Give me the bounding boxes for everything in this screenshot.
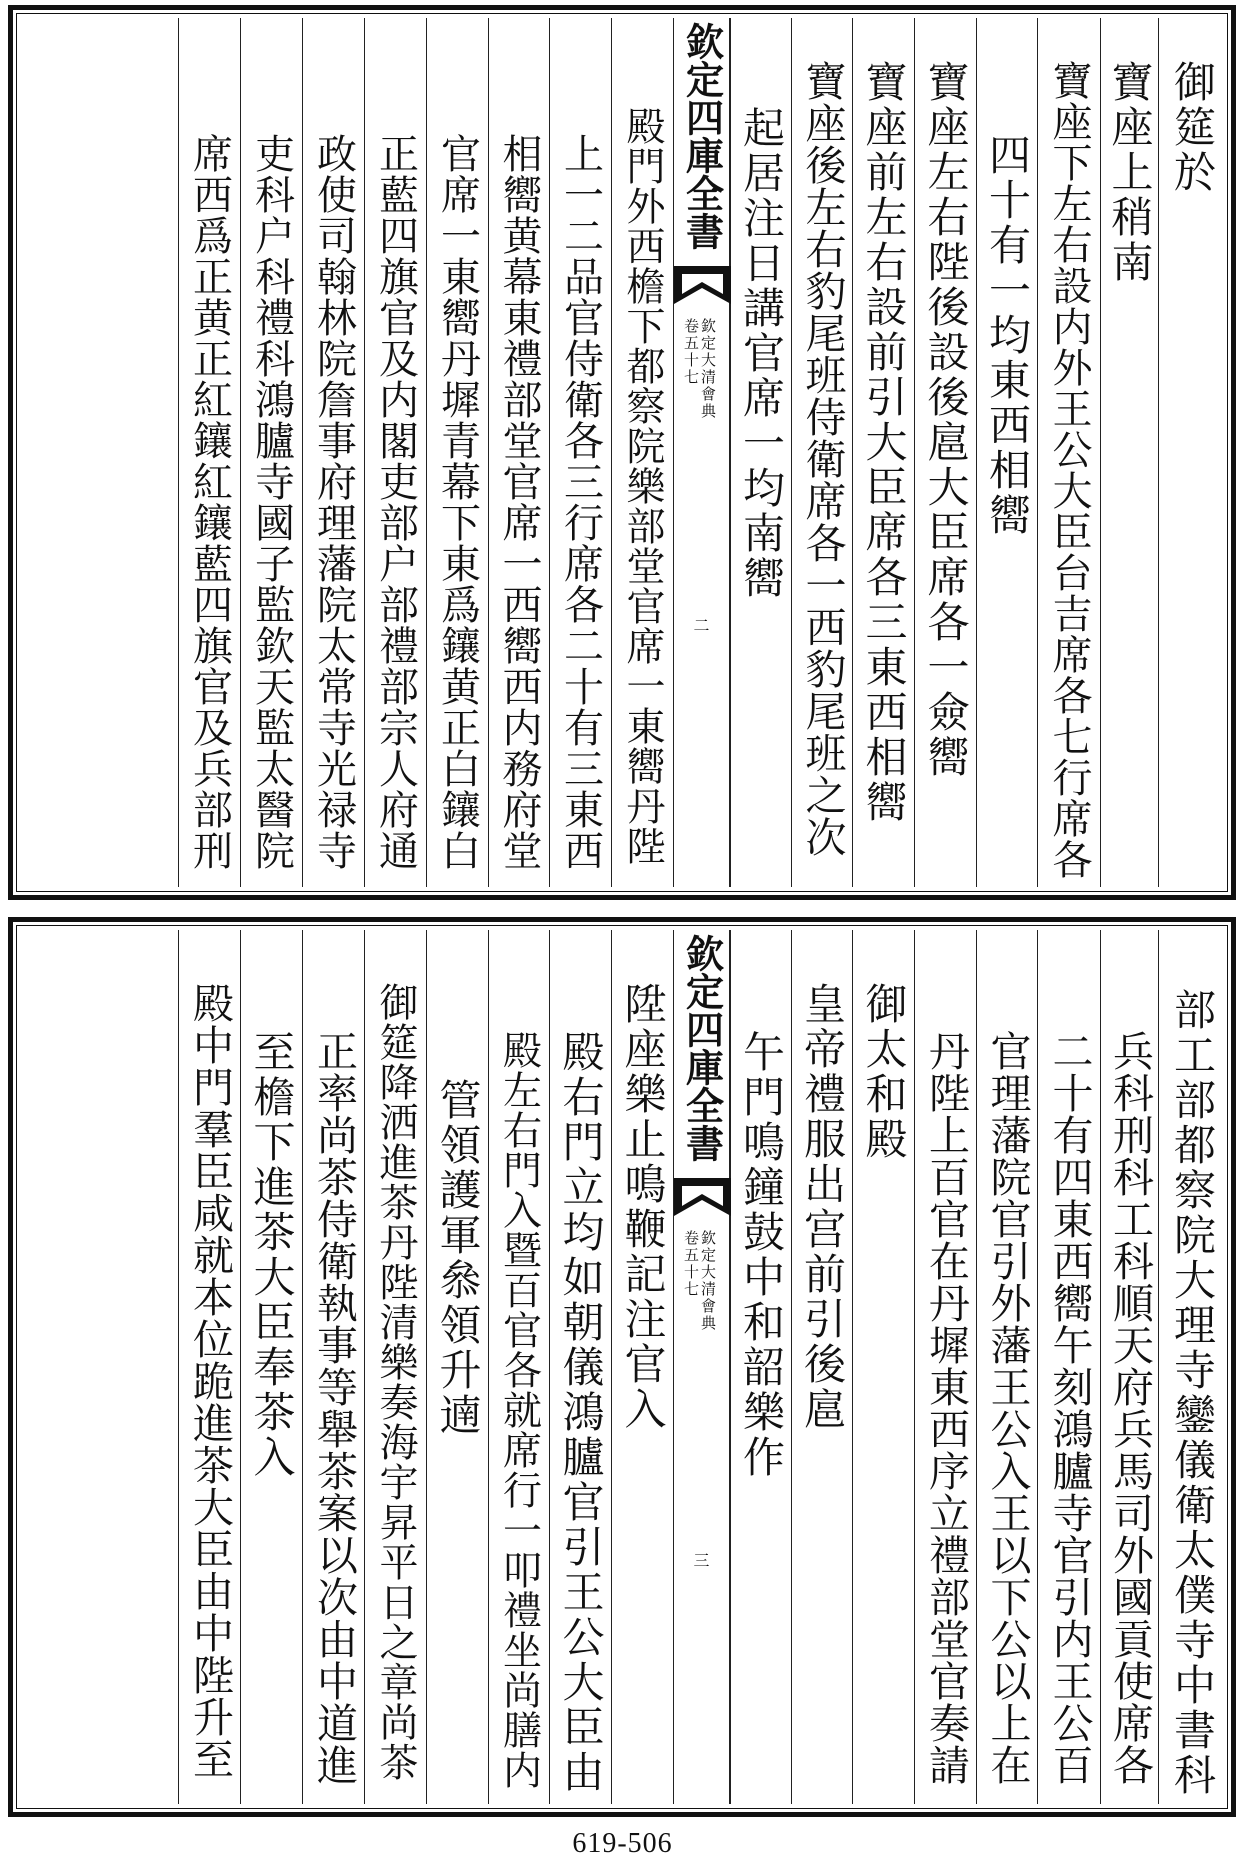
- text-column: [1100, 18, 1158, 887]
- center-page-number: 三: [693, 1551, 710, 1570]
- center-page-number: 二: [693, 616, 710, 635]
- column-text: 政使司翰林院詹事府理藩院太常寺光禄寺: [310, 133, 357, 871]
- column-text: 殿中門羣臣咸就本位跪進茶大臣由中陛升至: [186, 982, 234, 1780]
- column-text: 官席一東嚮丹墀青幕下東爲鑲黄正白鑲白: [434, 133, 481, 871]
- text-column: [364, 18, 426, 887]
- text-column: [488, 930, 549, 1804]
- page-footer-number: 619-506: [572, 1828, 673, 1859]
- top-page: [8, 5, 1236, 900]
- blank-column: [21, 930, 178, 1804]
- column-text: 寶座後左右豹尾班侍衛席各一西豹尾班之次: [798, 60, 847, 858]
- text-column: [730, 930, 791, 1804]
- center-book: 欽定大清會典: [699, 1230, 717, 1332]
- column-text: 吏科户科禮科鴻臚寺國子監欽天監太醫院: [248, 133, 295, 871]
- text-column: [549, 18, 611, 887]
- text-column: [364, 930, 426, 1804]
- text-column: [302, 930, 364, 1804]
- column-text: 殿門外西檐下都察院樂部堂官席一東嚮丹陛: [620, 106, 665, 866]
- column-text: 御筵於: [1168, 60, 1217, 195]
- text-column: [852, 18, 914, 887]
- bottom-page: [8, 917, 1236, 1817]
- fish-tail-mark-icon: [674, 1172, 731, 1222]
- column-text: 寶座前左右設前引大臣席各三東西相嚮: [859, 60, 909, 825]
- text-column: [791, 930, 852, 1804]
- column-text: 寶座下左右設内外王公大臣台吉席各七行席各: [1046, 60, 1092, 880]
- text-column: [730, 18, 791, 887]
- blank-column: [21, 18, 178, 887]
- center-book: 欽定大清會典: [699, 318, 717, 420]
- column-text: 兵科刑科工科順天府兵馬司外國貢使席各: [1106, 1030, 1154, 1786]
- text-column: [852, 930, 914, 1804]
- column-text: 管領護軍叅領升遖: [433, 1078, 483, 1438]
- column-text: 殿左右門入暨百官各就席行一叩禮坐尚膳内: [496, 1030, 542, 1790]
- column-text: 御太和殿: [859, 982, 909, 1162]
- column-text: 皇帝禮服出宫前引後扈: [798, 982, 847, 1432]
- fish-tail-mark-icon: [674, 260, 731, 310]
- text-column: [488, 18, 549, 887]
- column-text: 官理藩院官引外藩王公入王以下公以上在: [983, 1030, 1032, 1786]
- text-column: [549, 930, 611, 1804]
- column-text: 寶座上稍南: [1105, 60, 1155, 285]
- text-column: [240, 930, 302, 1804]
- text-column: [1100, 930, 1158, 1804]
- center-volume: 卷五十七: [682, 318, 700, 386]
- center-fold: [673, 930, 730, 1804]
- text-column: [1158, 930, 1225, 1804]
- column-text: 正率尚茶侍衛執事等舉茶案以次由中道進: [310, 1030, 358, 1786]
- column-text: 席西爲正黄正紅鑲紅鑲藍四旗官及兵部刑: [186, 133, 233, 871]
- text-column: [611, 18, 673, 887]
- text-column: [791, 18, 852, 887]
- text-column: [240, 18, 302, 887]
- text-column: [976, 930, 1037, 1804]
- center-fold: [673, 18, 730, 887]
- column-text: 殿右門立均如朝儀鴻臚官引王公大臣由: [556, 1030, 606, 1795]
- text-column: [914, 18, 976, 887]
- center-title: 欽定四庫全書: [679, 934, 725, 1162]
- text-column: [611, 930, 673, 1804]
- text-column: [426, 18, 488, 887]
- text-column: [1158, 18, 1225, 887]
- bottom-page-columns: [21, 930, 1223, 1804]
- text-column: [914, 930, 976, 1804]
- center-title: 欽定四庫全書: [679, 22, 725, 250]
- column-text: 午門鳴鐘鼓中和韶樂作: [737, 1030, 786, 1480]
- text-column: [302, 18, 364, 887]
- center-volume: 卷五十七: [682, 1230, 700, 1298]
- column-text: 寶座左右陛後設後扈大臣席各一僉嚮: [921, 60, 971, 780]
- column-text: 丹陛上百官在丹墀東西序立禮部堂官奏請: [922, 1030, 970, 1786]
- column-text: 陞座樂止鳴鞭記注官入: [618, 982, 668, 1432]
- column-text: 上一二品官侍衛各三行席各二十有三東西: [557, 133, 604, 871]
- text-column: [426, 930, 488, 1804]
- column-text: 起居注日講官席一均南嚮: [737, 106, 786, 601]
- column-text: 四十有一均東西相嚮: [983, 133, 1032, 538]
- column-text: 至檐下進茶大臣奉茶入: [247, 1030, 297, 1480]
- text-column: [1037, 18, 1100, 887]
- column-text: 部工部都察院大理寺鑾儀衛太僕寺中書科: [1168, 988, 1217, 1798]
- text-column: [178, 930, 240, 1804]
- column-text: 御筵降洒進茶丹陛清樂奏海宇昇平日之章尚茶: [373, 982, 418, 1782]
- top-page-columns: [21, 18, 1223, 887]
- text-column: [1037, 930, 1100, 1804]
- column-text: 相嚮黄幕東禮部堂官席一西嚮西内務府堂: [496, 133, 542, 871]
- text-column: [178, 18, 240, 887]
- column-text: 正藍四旗官及内閣吏部户部禮部宗人府通: [372, 133, 419, 871]
- text-column: [976, 18, 1037, 887]
- column-text: 二十有四東西嚮午刻鴻臚寺官引内王公百: [1045, 1030, 1094, 1786]
